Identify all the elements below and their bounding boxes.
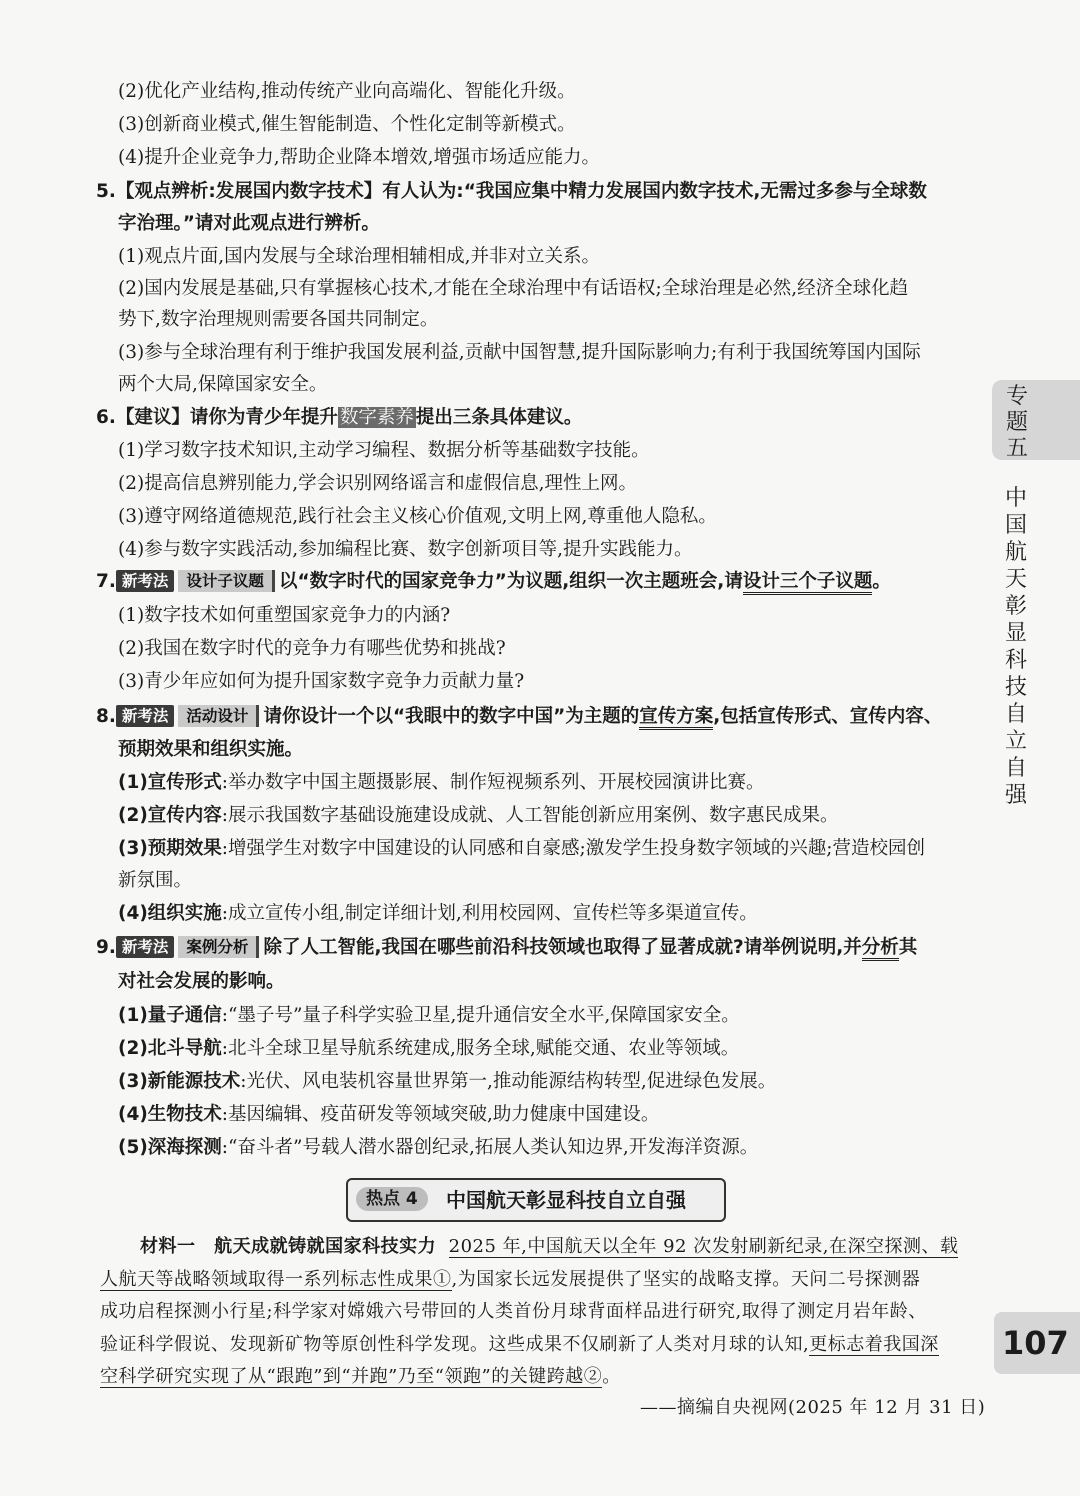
q9-answer-1-label: (1)量子通信 bbox=[118, 1005, 222, 1026]
q9-question bbox=[96, 936, 917, 960]
q5-answer-2-line-1: (2)国内发展是基础,只有掌握核心技术,才能在全球治理中有话语权;全球治理是必然,经济全球化趋 bbox=[118, 278, 909, 299]
q8-answer-4-text: :成立宣传小组,制定详细计划,利用校园网、宣传栏等多渠道宣传。 bbox=[221, 903, 758, 924]
q8-answer-1-text: :举办数字中国主题摄影展、制作短视频系列、开展校园演讲比赛。 bbox=[221, 772, 765, 793]
q8-answer-3-label: (3)预期效果 bbox=[118, 838, 222, 859]
q6-answer-1: (1)学习数字技术知识,主动学习编程、数据分析等基础数字技能。 bbox=[118, 440, 650, 461]
q6-answer-2: (2)提高信息辨别能力,学会识别网络谣言和虚假信息,理性上网。 bbox=[118, 473, 637, 494]
q8-question-line-2: 预期效果和组织实施。 bbox=[118, 739, 304, 760]
q9-answer-3-label: (3)新能源技术 bbox=[118, 1071, 241, 1092]
q8-answer-2 bbox=[118, 804, 839, 828]
q7-type-tag: 设计子议题 bbox=[178, 570, 275, 592]
q8-answer-2-text: :展示我国数字基础设施建设成就、人工智能创新应用案例、数字惠民成果。 bbox=[221, 805, 839, 826]
chapter-tab-label: 专题五 bbox=[1006, 384, 1029, 461]
q9-answer-2-text: :北斗全球卫星导航系统建成,服务全球,赋能交通、农业等领域。 bbox=[221, 1038, 740, 1059]
q9-answer-5-text: :“奋斗者”号载人潜水器创纪录,拓展人类认知边界,开发海洋资源。 bbox=[221, 1137, 759, 1158]
chapter-tab bbox=[992, 380, 1080, 460]
page-number-box bbox=[994, 1312, 1080, 1374]
hotspot-badge: 热点 4 bbox=[356, 1187, 428, 1211]
material-line-5-end: 。 bbox=[602, 1366, 621, 1387]
q8-number: 8. bbox=[96, 706, 116, 727]
q9-type-tag: 案例分析 bbox=[178, 936, 259, 958]
q9-answer-2 bbox=[118, 1037, 739, 1061]
material-underline-1: 2025 年,中国航天以全年 92 次发射刷新纪录,在深空探测、载 bbox=[448, 1236, 959, 1257]
q6-question-pre: 6.【建议】请你为青少年提升 bbox=[96, 407, 338, 428]
q8-question bbox=[96, 705, 942, 729]
q7-underline: 设计三个子议题 bbox=[743, 571, 873, 595]
q7-question bbox=[96, 570, 891, 594]
material-line-4-pre: 验证科学假说、发现新矿物等原创性科学发现。这些成果不仅刷新了人类对月球的认知, bbox=[100, 1334, 810, 1355]
material-line-4 bbox=[100, 1333, 939, 1357]
material-label: 材料一 bbox=[140, 1236, 196, 1257]
material-source: ——摘编自央视网(2025 年 12 月 31 日) bbox=[640, 1397, 986, 1418]
material-underline-2: 人航天等战略领域取得一系列标志性成果① bbox=[100, 1269, 452, 1290]
q7-answer-1: (1)数字技术如何重塑国家竞争力的内涵? bbox=[118, 605, 451, 626]
q8-text: 请你设计一个以“我眼中的数字中国”为主题的 bbox=[263, 706, 640, 727]
q6-answer-4: (4)参与数字实践活动,参加编程比赛、数字创新项目等,提升实践能力。 bbox=[118, 539, 693, 560]
q8-new-method-tag: 新考法 bbox=[116, 705, 175, 727]
material-line-1 bbox=[140, 1235, 958, 1259]
q6-question bbox=[96, 406, 582, 430]
q8-answer-1-label: (1)宣传形式 bbox=[118, 772, 222, 793]
hotspot-heading bbox=[346, 1178, 726, 1222]
q8-answer-3 bbox=[118, 837, 925, 861]
q9-text: 除了人工智能,我国在哪些前沿科技领域也取得了显著成就?请举例说明,并 bbox=[263, 937, 862, 958]
material-line-2 bbox=[100, 1268, 920, 1292]
q5-answer-1: (1)观点片面,国内发展与全球治理相辅相成,并非对立关系。 bbox=[118, 246, 600, 267]
q9-answer-1 bbox=[118, 1004, 740, 1028]
q6-question-post: 提出三条具体建议。 bbox=[415, 407, 583, 428]
material-underline-4: 更标志着我国深 bbox=[809, 1334, 939, 1355]
q7-number: 7. bbox=[96, 571, 116, 592]
q6-highlight: 数字素养 bbox=[339, 407, 414, 428]
q5-answer-2-line-2: 势下,数字治理规则需要各国共同制定。 bbox=[118, 309, 439, 330]
q4-answer-4: (4)提升企业竞争力,帮助企业降本增效,增强市场适应能力。 bbox=[118, 147, 600, 168]
q5-question-line-2: 字治理。”请对此观点进行辨析。 bbox=[118, 213, 380, 234]
material-line-5 bbox=[100, 1365, 621, 1389]
q9-answer-4-text: :基因编辑、疫苗研发等领域突破,助力健康中国建设。 bbox=[221, 1104, 660, 1125]
q9-text-2: 其 bbox=[898, 937, 918, 958]
q9-answer-5 bbox=[118, 1136, 758, 1160]
q8-type-tag: 活动设计 bbox=[178, 705, 259, 727]
q9-answer-3-text: :光伏、风电装机容量世界第一,推动能源结构转型,促进绿色发展。 bbox=[240, 1071, 777, 1092]
q8-underline: 宣传方案 bbox=[639, 706, 713, 730]
q9-number: 9. bbox=[96, 937, 116, 958]
q7-answer-2: (2)我国在数字时代的竞争力有哪些优势和挑战? bbox=[118, 638, 506, 659]
q5-answer-3-line-1: (3)参与全球治理有利于维护我国发展利益,贡献中国智慧,提升国际影响力;有利于我国统筹国内国际 bbox=[118, 342, 921, 363]
q7-text: 以“数字时代的国家竞争力”为议题,组织一次主题班会,请 bbox=[278, 571, 743, 592]
q9-answer-4-label: (4)生物技术 bbox=[118, 1104, 222, 1125]
q9-question-line-2: 对社会发展的影响。 bbox=[118, 971, 285, 992]
q8-answer-4 bbox=[118, 902, 758, 926]
page-number: 107 bbox=[1002, 1324, 1069, 1362]
q8-answer-1 bbox=[118, 771, 765, 795]
q5-answer-3-line-2: 两个大局,保障国家安全。 bbox=[118, 374, 328, 395]
q6-answer-3: (3)遵守网络道德规范,践行社会主义核心价值观,文明上网,尊重他人隐私。 bbox=[118, 506, 717, 527]
q8-text-2: ,包括宣传形式、宣传内容、 bbox=[713, 706, 943, 727]
material-line-3: 成功启程探测小行星;科学家对嫦娥六号带回的人类首份月球背面样品进行研究,取得了测定月岩年龄、 bbox=[100, 1301, 927, 1322]
sidebar-vertical-title: 中国航天彰显科技自立自强 bbox=[1004, 486, 1027, 808]
material-underline-5: 空科学研究实现了从“跟跑”到“并跑”乃至“领跑”的关键跨越② bbox=[100, 1366, 603, 1387]
q8-answer-4-label: (4)组织实施 bbox=[118, 903, 222, 924]
q8-answer-3-text: :增强学生对数字中国建设的认同感和自豪感;激发学生投身数字领域的兴趣;营造校园创 bbox=[221, 838, 925, 859]
q5-question-line-1: 5.【观点辨析:发展国内数字技术】有人认为:“我国应集中精力发展国内数字技术,无需过多参与全球数 bbox=[96, 181, 927, 202]
q7-new-method-tag: 新考法 bbox=[116, 570, 175, 592]
q8-answer-2-label: (2)宣传内容 bbox=[118, 805, 222, 826]
q8-answer-3-line-2: 新氛围。 bbox=[118, 870, 193, 891]
q9-answer-5-label: (5)深海探测 bbox=[118, 1137, 222, 1158]
q9-underline: 分析 bbox=[862, 937, 899, 961]
q7-end: 。 bbox=[872, 571, 891, 592]
q9-new-method-tag: 新考法 bbox=[116, 936, 175, 958]
q4-answer-3: (3)创新商业模式,催生智能制造、个性化定制等新模式。 bbox=[118, 114, 576, 135]
q9-answer-4 bbox=[118, 1103, 659, 1127]
q9-answer-1-text: :“墨子号”量子科学实验卫星,提升通信安全水平,保障国家安全。 bbox=[221, 1005, 740, 1026]
q7-answer-3: (3)青少年应如何为提升国家数字竞争力贡献力量? bbox=[118, 671, 525, 692]
q9-answer-3 bbox=[118, 1070, 776, 1094]
material-line-2-rest: ,为国家长远发展提供了坚实的战略支撑。天问二号探测器 bbox=[451, 1269, 921, 1290]
q9-answer-2-label: (2)北斗导航 bbox=[118, 1038, 222, 1059]
q4-answer-2: (2)优化产业结构,推动传统产业向高端化、智能化升级。 bbox=[118, 81, 576, 102]
material-heading: 航天成就铸就国家科技实力 bbox=[214, 1236, 437, 1257]
hotspot-title: 中国航天彰显科技自立自强 bbox=[446, 1188, 686, 1212]
